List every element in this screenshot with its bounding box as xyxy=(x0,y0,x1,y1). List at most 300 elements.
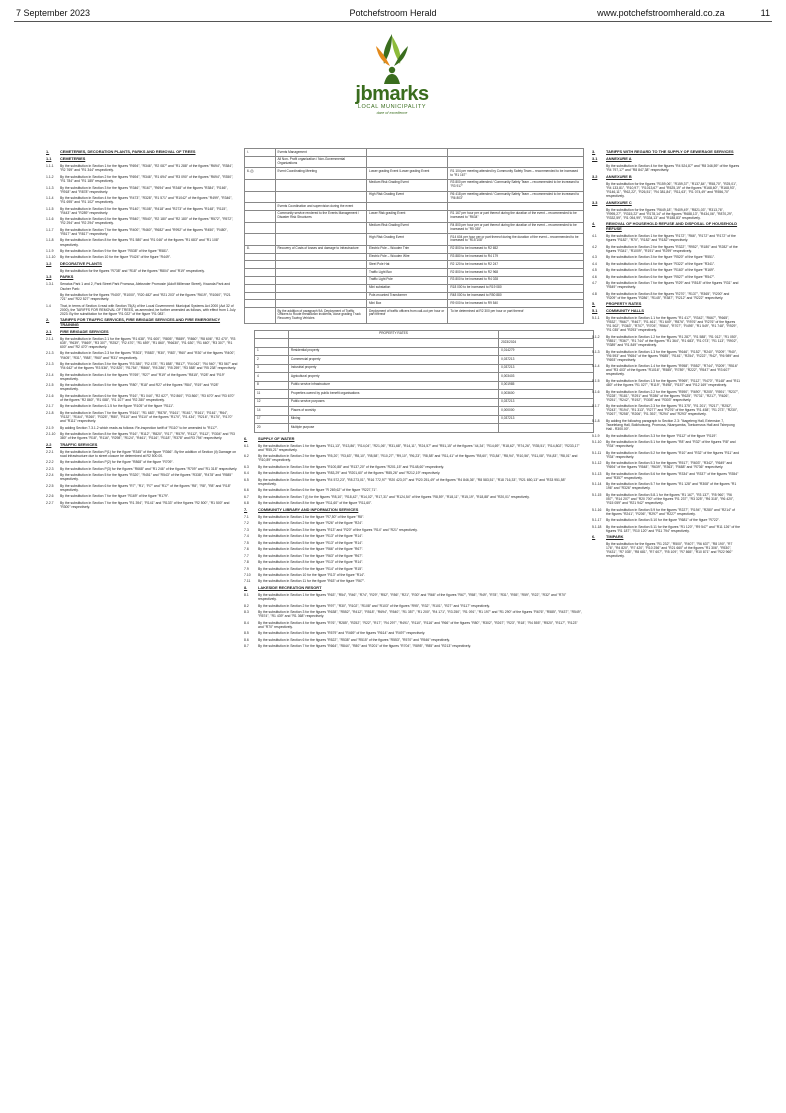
paragraph-text: CEMETERIES, DECORATION PLANTS, PARKS AND REMOVAL OF TREES xyxy=(60,149,196,155)
paragraph-number: 6.1 xyxy=(244,443,249,448)
section-heading xyxy=(244,508,584,513)
tariff-paragraph xyxy=(592,419,740,431)
paragraph-text: By the substitution in Section P(3) for the figures "R668" and "R1 246" of the figures "R709" and "R1 318" respectively. xyxy=(60,466,238,471)
tariff-paragraph xyxy=(244,638,584,642)
paragraph-number: 8.4 xyxy=(244,620,249,625)
section-heading xyxy=(592,222,740,231)
tariff-paragraph xyxy=(592,268,740,272)
tariff-paragraph xyxy=(46,411,238,423)
tariff-paragraph xyxy=(244,579,584,583)
tariff-paragraph xyxy=(46,337,238,349)
events-table-row xyxy=(245,234,584,246)
property-rates-row xyxy=(255,390,594,399)
table-cell: 14 xyxy=(255,407,289,416)
events-table-row xyxy=(245,300,584,308)
property-rates-row xyxy=(255,364,594,373)
tariff-paragraph xyxy=(46,460,238,464)
table-cell: Traffic Light Box xyxy=(367,269,448,277)
table-cell: R48 000 to be increased to R50 880 xyxy=(448,292,584,300)
paragraph-text: TARIFFS WITH REGARD TO THE SUPPLY OF SEWERAGE SERVICES xyxy=(606,149,734,155)
table-cell: 3 xyxy=(255,364,289,373)
tariff-paragraph xyxy=(592,518,740,522)
tariff-paragraph xyxy=(592,451,740,459)
paragraph-number: 2.1.9 xyxy=(46,425,54,430)
table-cell: Lower Risk grading Event xyxy=(367,210,448,222)
table-cell: 0,037213 xyxy=(499,398,594,407)
paragraph-text: By the substitution in Section 1.4 for the figures "R958", "R552", "R744", "R209", "R516" and "R3 403" of the figures "R1016", "R585", "R789", "R222", "R547" and "R3 607" respectively. xyxy=(606,364,738,377)
section-heading xyxy=(244,437,584,442)
paragraph-number: 7.2 xyxy=(244,521,249,526)
paragraph-number: 3. xyxy=(592,149,596,155)
paragraph-text: By the substitution in Section 1.3 for the figures "R646", "R152", "R240", "R209", "R40", "R6 593" and "R654" of the figures "R685", "R161", "R254", "R222", "R42", "R6 989" and "R693" respectively. xyxy=(606,349,739,362)
tariff-paragraph xyxy=(46,175,238,183)
events-table-row xyxy=(245,284,584,292)
paragraph-number: 5.1.5 xyxy=(592,378,600,383)
paragraph-text: By the substitution in Section 7 for the figure "R63" of the figure "R67". xyxy=(258,553,364,558)
logo-tagline: dare of excellence xyxy=(376,111,408,115)
paragraph-number: 8.6 xyxy=(244,637,249,642)
paragraph-number: 7.3 xyxy=(244,527,249,532)
issue-date: 7 September 2023 xyxy=(16,8,91,18)
tariff-paragraph xyxy=(46,293,238,301)
paragraph-number: 8.7 xyxy=(244,644,249,649)
paragraph-text: By the substitution in Section 3 for the figures "R100,88" and "R137,20" of the figures "R201,15" and "R148,60" respectively. xyxy=(258,464,444,469)
paragraph-text: By the substitution in Section 7 for the figure "R169" of the figure "R179". xyxy=(60,494,170,499)
tariff-paragraph xyxy=(46,473,238,481)
table-cell xyxy=(448,149,584,157)
paragraph-text: By the substitution in Section 2.3 for the figures "R303", "R583", "R30", "R83", "R60" and "R30" of the figures "R400", "R405", "R31", "R88", "R60" and "R31" respectively. xyxy=(60,351,236,360)
tariff-paragraph xyxy=(592,292,740,300)
paragraph-text: By the substitution in Section 5 for the figures "R140", "R108", "R418" and "R273" of the figures "R148", "R115", "R443" and "R289" respectively. xyxy=(60,206,228,215)
table-cell xyxy=(367,149,448,157)
paragraph-text: By the substitution in Section 4 for the figures "R4 524,87" and "R8 346,59" of the figures "R4 797,17" and "R8 847,38" respectively. xyxy=(606,164,740,173)
paragraph-text: By the substitution in Section 1 for the figure "R7,50" of the figure "R8". xyxy=(258,514,365,519)
paragraph-number: 2.1.1 xyxy=(46,336,54,341)
tariff-paragraph xyxy=(46,450,238,458)
table-cell xyxy=(275,191,367,203)
paragraph-text: By the substitution in Section 5.1 for the figures "R8" and "R32" of the figures "R8" and "R34" respectively. xyxy=(606,440,736,449)
paragraph-text: By the substitution in Section 5 for the figures "R80", "R18" and R27 of the figures "R84", "R19" and "R28" respectively. xyxy=(60,383,219,392)
paragraph-number: 4.8 xyxy=(592,291,597,296)
paragraph-number: 5.1.1 xyxy=(592,316,600,321)
paragraph-number: 5.1.13 xyxy=(592,471,602,476)
paragraph-text: PARKS xyxy=(60,274,74,280)
paragraph-text: By the substitution in Section 3.3 for the figure "R112" of the figure "R119". xyxy=(606,433,718,438)
paragraph-number: 7.11 xyxy=(244,579,251,584)
paragraph-number: 4.5 xyxy=(592,268,597,273)
table-cell: Medium Risk Grading Event xyxy=(367,179,448,191)
paragraph-text: By the substitution in Section 4 for the figures "R769", "R27" and "R19" of the figures "R815", "R28" and "R19" respectively. xyxy=(60,372,225,381)
tariff-paragraph xyxy=(244,644,584,648)
paragraph-text: By the substitution for the figures "R159,06", "R159,37", "R137,84", "R58,70", "R25,01", "R4 133,81", "R10,97", "R1013,67" and "R525,19" of the figures "R168,60", "R168,93", "R146,11", "R62,22", "R26,51", "R4 381,84", "R11,63", "R1 074,49" and "R556,70" respectively. xyxy=(606,181,738,199)
website-link[interactable]: www.potchefstroomherald.co.za xyxy=(597,8,725,18)
paragraph-number: 3.3 xyxy=(592,199,598,205)
paragraph-number: 6. xyxy=(592,534,596,540)
table-cell: Medium Risk Grading Event xyxy=(367,222,448,234)
table-cell xyxy=(245,261,276,269)
paragraph-number: 4.1 xyxy=(592,233,597,238)
tariff-paragraph xyxy=(244,488,584,492)
paragraph-text: That, in terms of Section 4 read with Section 75(A) of the Local Government: Municipal Systems Act 2000 (Act 32 of 2000), the TARIFFS FOR REMOVAL OF TREES, as amended, be further amended as follows, with effect from 1 July 2023: By the substitution for the figure "R1 022" of the figure "R1 083". xyxy=(60,303,236,316)
paragraph-number: 1.1.9 xyxy=(46,248,54,253)
tariff-paragraph xyxy=(46,238,238,246)
paragraph-number: 1.4 xyxy=(46,303,51,308)
table-cell: 0,003600 xyxy=(499,390,594,399)
paragraph-text: TARIFFS FOR TRAFFIC SERVICES, FIRE BRIGADE SERVICES AND FIRE EMERGENCY TRAINING xyxy=(60,317,221,327)
table-cell xyxy=(275,300,367,308)
tariff-paragraph xyxy=(46,501,238,509)
paragraph-text: COMMUNITY HALLS xyxy=(606,308,644,314)
table-cell xyxy=(245,276,276,284)
table-cell: Agricultural property xyxy=(288,373,498,382)
paragraph-number: 2.1.8 xyxy=(46,410,54,415)
section-heading xyxy=(46,262,238,267)
events-table-row xyxy=(245,253,584,261)
section-heading xyxy=(46,157,238,162)
right-column xyxy=(592,148,740,561)
events-table-row xyxy=(245,276,584,284)
paragraph-number: 2.2.4 xyxy=(46,473,54,478)
table-cell xyxy=(275,253,367,261)
tariff-paragraph xyxy=(244,528,584,532)
paragraph-text: LAKESIDE RECREATION RESORT xyxy=(258,584,322,590)
paragraph-number xyxy=(46,269,60,273)
paragraph-text: By the substitution in Section 5 for the figures "R4 572,23", "R8 273,01", "R16 772,97" "R20 423,07" and "R20 251,49" of the figures "R4 846,36", "R8 583,51", "R18 716,33", "R21 650,13" and "R33 951,58" respectively. xyxy=(258,477,566,486)
paragraph-text: By the substitution in Section 2 for the figures "R97", "R30", "R102", "R108" and "R103" of the figures "R95", "R32", "R101", "R27" and "R117" respectively. xyxy=(258,603,490,608)
section-heading xyxy=(244,586,584,591)
paragraph-text: By the substitution in Section 10 for the figure "R424" of the figure "R449". xyxy=(60,255,171,260)
middle-column xyxy=(244,148,584,651)
paragraph-text: By adding Section 7.3.1.2 which reads as follows: Re-inspection tariff of "R110" to be amended to "R117". xyxy=(60,425,219,430)
paragraph-text: By the substitution in Section 2.2 for the figures "R590", "R690", "R205", "R591", "R237", "R228", "R181", "R291" and "R286" of the figures "R625", "R731", "R217", "R626", "R251", "R242", "R192", "R308" and "R303" respectively. xyxy=(606,389,739,402)
paragraph-number: 5.1.12 xyxy=(592,461,602,466)
paragraph-text: By the substitution in Section 10 for the figure "R13" of the figure "R14". xyxy=(258,573,366,577)
tariff-paragraph xyxy=(592,335,740,347)
tariff-paragraph xyxy=(46,484,238,492)
table-cell: Public service purposes xyxy=(288,398,498,407)
paragraph-number: 7.7 xyxy=(244,553,249,558)
paragraph-number: 8.2 xyxy=(244,603,249,608)
publication-name: Potchefstroom Herald xyxy=(349,8,437,18)
tariff-paragraph xyxy=(592,164,740,172)
tariff-paragraph xyxy=(46,249,238,253)
tariff-paragraph xyxy=(592,525,740,533)
paragraph-text: By adding the following paragraph to Section 2.3: "Ikageleng Hall, Extension 7, Tswelelang Hall, Boikhutsong, Promosa, Nkanyamba, Toekomsrus Hall and Tshepong Hall - R300.00". xyxy=(606,418,735,432)
table-cell: R3 800 per meeting attended / Community Safety Team – recommended to be increased to "R3 917" xyxy=(448,179,584,191)
paragraph-text: CEMETERIES xyxy=(60,156,86,162)
paragraph-text: By the substitution in Section 2 for the figures "R5,20", "R3,63", "R8,10", "R8,58", "R10,27", "R9,10", "R6,23", "R8,58" and "R11,41" of the figures "R8,60", "R3,84", "R8,94", "R10,56", "R11,08", "R4,83", "R8,01" and "R10,89" respectively. xyxy=(258,454,578,463)
paragraph-number: 4.2 xyxy=(592,244,597,249)
table-cell: Multiple purpose xyxy=(288,424,498,433)
paragraph-text: By the substitution for the figures "R1 232", "R500", "R407", "R6 637", "R8 190", "R7 176", "R4 820", "R7 420", "R10 256" and "R21 660" of the figures "R1 306", "R530", "R431", "R7 035", "R8 681", "R7 607", "R5 109", "R7 865", "R10 871" and "R22 960" respectively. xyxy=(606,542,733,559)
paragraph-number: 6.8 xyxy=(244,501,249,506)
paragraph-number: 5.1.16 xyxy=(592,507,602,512)
tariff-paragraph xyxy=(46,362,238,370)
table-cell xyxy=(245,308,276,323)
table-cell xyxy=(275,179,367,191)
table-cell: 6. (i) xyxy=(245,168,276,180)
paragraph-text: By the substitution in Section 1 for the figures "R11,13", "R13,86", "R14,04", "R21,06", "R31,68", "R14,11", "R24,57" and "R51,15" of the figures "44,34", "R14,69", "R18,62", "R74,26", "R35,51", "R14,802", "R233,17" and "R55,21" respectively. xyxy=(258,443,580,452)
paragraph-text: By the substitution in Section 8 for the figures "R270", "R137", "R365", "R200" and "R209" of the figures "R286", "R145", "R387", "R212" and "R222" respectively. xyxy=(606,291,730,300)
table-cell: 12 xyxy=(255,398,289,407)
section-heading xyxy=(592,175,740,180)
table-cell xyxy=(245,234,276,246)
table-cell: R2 800 to be increased to R2 968 xyxy=(448,269,584,277)
paragraph-number: 6.4 xyxy=(244,471,249,476)
tariff-paragraph xyxy=(46,351,238,359)
paragraph-number: 5.1.3 xyxy=(592,349,600,354)
tariff-paragraph xyxy=(592,364,740,376)
section-heading xyxy=(46,275,238,280)
tariff-paragraph xyxy=(592,472,740,480)
paragraph-number xyxy=(592,164,606,172)
table-cell: R2 800 to be increased to R2 652 xyxy=(448,245,584,253)
paragraph-number xyxy=(592,208,606,220)
paragraph-text: By the substitution in Section 11 for the figure "R63" of the figure "R67". xyxy=(258,579,365,584)
paragraph-text: By the substitution in Section 8 for the figure "R13" of the figure "R14". xyxy=(258,560,364,565)
table-cell: Events Management xyxy=(275,149,367,157)
logo-figure-icon xyxy=(362,30,422,86)
paragraph-number: 7.9 xyxy=(244,566,249,571)
tariff-paragraph xyxy=(592,542,740,558)
table-cell xyxy=(245,203,276,211)
events-table-row xyxy=(245,245,584,253)
paragraph-text: By the substitution in Section 4 for the figure "R322" of the figure "R341". xyxy=(606,261,716,266)
paragraph-text: By the substitution in Section 5 for the figure "R160" of the figure "R169". xyxy=(606,268,716,273)
paragraph-text: By the substitution in Section 2.3 for the figures "R1 375", "R1 201", "R217", "R252", "R243", "R194", "R1 313", "R277" and "R276" of the figures "R1 458", "R1 273", "R230", "R267", "R258", "R206", "R1 392", "R294" and "R293" respectively. xyxy=(606,404,738,417)
tariff-paragraph xyxy=(46,467,238,471)
table-cell xyxy=(245,156,276,168)
table-cell: Deployment of traffic officers from call-out per hour or part thereof xyxy=(367,308,448,323)
table-cell: 8 xyxy=(255,381,289,390)
tariff-paragraph xyxy=(244,573,584,577)
paragraph-number: 2.2.1 xyxy=(46,449,54,454)
table-cell: Events Coordination and supervision during the event xyxy=(275,203,367,211)
tariff-paragraph xyxy=(244,465,584,469)
paragraph-number: 1.2 xyxy=(46,260,52,266)
tariff-paragraph xyxy=(46,404,238,408)
paragraph-text: By the substitution in Section 8 for the figure "R11,60" of the figure "R11,60". xyxy=(258,501,373,506)
paragraph-number: 4.7 xyxy=(592,281,597,286)
table-cell: 2 xyxy=(255,356,289,365)
paragraph-text: By the substitution in Section 1 for the figures "R63", "R54", "R46", "R74", "R29", "R52", "R56", "R21", "R30" and "R66" of the figures "R67", "R58", "R49", "R78", "R31", "R55", "R59", "R22", "R32" and "R70" respectively. xyxy=(258,592,567,602)
events-table-row xyxy=(245,269,584,277)
events-table-row xyxy=(245,191,584,203)
middle-column-text xyxy=(244,437,584,649)
tariff-paragraph xyxy=(46,383,238,391)
paragraph-text: By the substitution in Section 3 for the figures "R13" and "R20" of the figures "R14" and "R21" respectively. xyxy=(258,527,418,532)
tariff-paragraph xyxy=(244,444,584,452)
table-cell xyxy=(275,276,367,284)
table-cell: High Risk Grading Event xyxy=(367,191,448,203)
property-rates-row xyxy=(255,356,594,365)
paragraph-number: 2.1.5 xyxy=(46,383,54,388)
paragraph-number: 1.3.1 xyxy=(46,282,54,287)
tariff-paragraph xyxy=(244,610,584,618)
paragraph-text: By the substitution in Section 7 for the figures "R400", "R460", "R682" and "R992" of the figures "R450", "R480", "R517" and "R817" respectively. xyxy=(60,227,228,236)
table-cell xyxy=(245,292,276,300)
paragraph-text: PROPERTY RATES xyxy=(606,301,642,307)
section-heading xyxy=(46,318,238,327)
paragraph-text: By the substitution in Section P(1) for the figure "R345" of the figure "R366". By the addition of Section (ii) Damage on road infrastructure due to street closure be determined at R2 500.00. xyxy=(60,449,237,458)
paragraph-text: By the substitution in Section 5.8.1 for the figures "R1 167", "R3 137", "R5 960", "R6 057", "R14 207" and "R20 700" of the figures "R1 237", "R3 325", "R6 318", "R6 420", "R15 059" and "R21 942" respectively. xyxy=(606,492,735,506)
logo-subtitle: LOCAL MUNICIPALITY xyxy=(357,104,427,110)
paragraph-text: By the substitution in Section 6 for the figure "R527" of the figure "R547". xyxy=(606,274,716,279)
section-heading xyxy=(46,150,238,155)
paragraph-number: 3.1 xyxy=(592,156,598,162)
tariff-paragraph xyxy=(46,207,238,215)
paragraph-text: COMMUNITY LIBRARY AND INFORMATION SERVICES xyxy=(258,506,359,512)
table-cell: Properties owned by public benefit organisations xyxy=(288,390,498,399)
events-management-table xyxy=(244,148,584,324)
paragraph-number: 5.1.6 xyxy=(592,389,600,394)
table-cell: Places of worship xyxy=(288,407,498,416)
paragraph-number: 1. xyxy=(46,149,50,155)
tariff-paragraph xyxy=(46,164,238,172)
table-cell: 0,037213 xyxy=(499,415,594,424)
table-cell: Public service infrastructure xyxy=(288,381,498,390)
paragraph-text: ANNEXURE C xyxy=(606,199,632,205)
paragraph-number: 4.6 xyxy=(592,274,597,279)
paragraph-number: 5.1.11 xyxy=(592,450,602,455)
table-cell: Mini Box xyxy=(367,300,448,308)
paragraph-number: 2.1.6 xyxy=(46,393,54,398)
property-rates-year: 2023/2024 xyxy=(499,339,594,348)
tariff-paragraph xyxy=(592,182,740,198)
section-heading xyxy=(46,330,238,335)
table-cell: 8. xyxy=(245,245,276,253)
table-cell: 0,003403 xyxy=(499,373,594,382)
paragraph-text: By the substitution in Section 4 for the figure "R13" of the figure "R14". xyxy=(258,534,364,539)
tariff-paragraph xyxy=(244,521,584,525)
tariff-paragraph xyxy=(46,217,238,225)
paragraph-number: 5.1.10 xyxy=(592,440,602,444)
tariff-paragraph xyxy=(592,434,740,438)
table-cell xyxy=(245,284,276,292)
table-cell xyxy=(245,300,276,308)
table-cell: R3 880 to be increased to R4 179 xyxy=(448,253,584,261)
table-cell: 0,037213 xyxy=(499,364,594,373)
tariff-paragraph xyxy=(592,234,740,242)
tariff-paragraph xyxy=(244,534,584,538)
paragraph-text: DECORATIVE PLANTS xyxy=(60,260,102,266)
table-cell: R4 800 per hour per or part thereof during the duration of the event – recommended to be increased to "R5 035" xyxy=(448,222,584,234)
paragraph-text: Senatus Park 1 and 2, Park Street Park Promosa, Aleksnder Promosie (Adolf Millerose Street), Kwanda Park and Oscher Park: xyxy=(60,282,230,291)
paragraph-number: 2.2.2 xyxy=(46,460,54,465)
paragraph-number: 1.1.1 xyxy=(46,164,54,169)
tariff-paragraph xyxy=(46,426,238,430)
tariff-paragraph xyxy=(592,316,740,332)
paragraph-number: 1.1.10 xyxy=(46,255,56,260)
tariff-paragraph xyxy=(46,255,238,259)
table-cell xyxy=(367,203,448,211)
paragraph-text: By the substitution in Section 1 for the figures "R694", "R346", "R2 087" and "R1 288" of the figures "R694", "R384", "R2 769" and "R1 344" respectively. xyxy=(60,164,234,173)
paragraph-text: By the substitution in Section 1.5 for the figures "R969", "R112", "R470", "R148" and "R11 480" of the figures "R1 027", "R119", "R498", "R157" and "R12 169" respectively. xyxy=(606,378,740,388)
tariff-paragraph xyxy=(592,275,740,279)
paragraph-number: 5.1.4 xyxy=(592,364,600,369)
paragraph-number: 7.10 xyxy=(244,573,251,577)
paragraph-text: TIMPARK xyxy=(606,534,624,540)
paragraph-text: By the substitution in Section 2 for the figures "R694", "R346", "R1 694" and "R3 090" of the figures "R694", "R350", "R1 784" and "R1 185" respectively. xyxy=(60,174,234,184)
table-cell: R1 104 per meeting attended by Community Safety Team – recommended to be increased to "R1 167" xyxy=(448,168,584,180)
paragraph-number: 7.8 xyxy=(244,560,249,565)
section-heading xyxy=(592,535,740,540)
paragraph-number: 7.6 xyxy=(244,547,249,552)
table-cell: Event Coordinating Meeting xyxy=(275,168,367,180)
table-cell: To be determined at R2 300 per hour or part thereof xyxy=(448,308,584,323)
section-heading xyxy=(46,443,238,448)
table-cell: 0,014279 xyxy=(499,347,594,356)
tariff-paragraph xyxy=(46,196,238,204)
tariff-paragraph xyxy=(244,604,584,608)
paragraph-number: 6.5 xyxy=(244,477,249,482)
property-rates-row xyxy=(255,407,594,416)
tariff-paragraph xyxy=(592,493,740,505)
paragraph-number: 7.4 xyxy=(244,534,249,539)
events-table-row xyxy=(245,149,584,157)
paragraph-text: By the substitution in Section 3 for the figure "R520" of the figure "R551". xyxy=(606,255,716,260)
paragraph-text: By the substitution in Section 6 for the figure "R 269,62" of the figure "R227,71". xyxy=(258,488,378,493)
paragraph-number: 2.2.7 xyxy=(46,500,54,505)
paragraph-text: By the substitution in Section 8 for the figures "R1 580" and "R1 046" of the figures "R1 683" and "R1 108" respectively. xyxy=(60,238,219,247)
tariff-paragraph xyxy=(46,269,238,273)
paragraph-number: 1.1.5 xyxy=(46,206,54,211)
paragraph-text: By the substitution in Section 7 for the figures "R29" and "R518" of the figures "R31" and "R549" respectively. xyxy=(606,281,739,290)
paragraph-text: REMOVAL OF HOUSEHOLD REFUSE AND DISPOSAL OF HOUSEHOLD REFUSE xyxy=(606,221,738,231)
property-rates-row xyxy=(255,415,594,424)
paragraph-text: By the substitution in Section 6 for the figure "R66" of the figure "R67". xyxy=(258,547,364,552)
tariff-paragraph xyxy=(46,432,238,440)
paragraph-text: By the substitution for the figures "R738" and "R18" of the figures "R804" and "R19" respectively. xyxy=(60,268,205,273)
paragraph-text: ANNEXURE A xyxy=(606,156,632,162)
paragraph-text: By the substitution in Section 5.9 for the figures "R227", "R194", "R280" and "R214" of the figures "R241", "R206", "R297" and "R227" respectively. xyxy=(606,507,735,516)
paragraph-number: 2.1.3 xyxy=(46,351,54,356)
tariff-paragraph xyxy=(592,262,740,266)
paragraph-number: 2.1.4 xyxy=(46,372,54,377)
tariff-paragraph xyxy=(592,245,740,253)
paragraph-number: 1.1.8 xyxy=(46,238,54,243)
table-cell: R1 167 per hour per or part thereof during the duration of the event – recommended to be increased to "R634" xyxy=(448,210,584,222)
table-cell: 0,000000 xyxy=(499,407,594,416)
paragraph-text: By the substitution in Section 6 for the figures "R522", "R538" and "R515" of the figures "R553", "R570" and "R546" respectively. xyxy=(258,637,450,642)
paragraph-number: 1.1.4 xyxy=(46,196,54,201)
paragraph-number: 6. xyxy=(244,435,248,441)
events-table-row xyxy=(245,222,584,234)
tariff-paragraph xyxy=(592,482,740,490)
paragraph-text: By the substitution in Section 1.1 for the figures "R1 417", "R342", "R667", "R665", "R532", "R667", "R467", "R1 461", "R1 649", "R876", "R976" and "R276" of the figures "R1 502", "R363", "R707", "R705", "R564", "R707", "R495", "R1 549", "R1 748", "R929", "R1 035" and "R293" respectively. xyxy=(606,316,738,333)
paragraph-text: By the substitution in Section 4 for the figures "R76", "R285", "R252", "R22", "R17", "R4 297", "R491", "R110", "R116" and "R66" of the figures "R80", "R302", "R267", "R23", "R18", "R4 555", "R520", "R117", "R123" and "R70" respectively. xyxy=(258,620,578,629)
left-column xyxy=(46,148,238,511)
paragraph-text: By the substitution in Section 5.10 for the figure "R681" of the figure "R722". xyxy=(606,518,720,523)
paragraph-text: By the substitution in Section 2.1 for the figures "R1 638", "R1 600", "R805", "R889", "R860", "R8 606", "R2 470", "R3 635", "R639", "R669", "R3 307", "R252", "R2 470", "R1 659", "R1 860", "R6630", "R1 630", "R1 660", "R3 307", "R1 600" and "R2 470" respectively. xyxy=(60,336,236,349)
paragraph-number xyxy=(592,542,606,558)
paragraph-number: 5.1.7 xyxy=(592,404,600,409)
section-heading xyxy=(592,302,740,307)
events-table-row xyxy=(245,203,584,211)
paragraph-number xyxy=(46,293,60,301)
tariff-paragraph xyxy=(592,255,740,259)
paragraph-text: By the substitution for the figures "R649,18", "R409,49", "R821,03", "R313,76", "R995,27", "R315,22" and "R178,14" of the figures "R688,13", "R434,06", "R870,29", "R332,59", "R1 054,99", "R334,13" and "R188,83" respectively. xyxy=(606,207,733,220)
paragraph-number: 1.1.2 xyxy=(46,174,54,179)
table-cell: Electric Pole – Wooden Wire xyxy=(367,253,448,261)
table-cell: Industrial property xyxy=(288,364,498,373)
paragraph-number: 5.1.2 xyxy=(592,334,600,339)
paragraph-number: 8.3 xyxy=(244,610,249,615)
paragraph-text: By the substitution in Section 6 for the figures "R7", "R1", "R7" and "R17" of the figures "R8", "R8", "R8" and "R18" respectively. xyxy=(60,483,231,492)
events-table-row xyxy=(245,210,584,222)
table-cell: Residential property xyxy=(288,347,498,356)
table-cell xyxy=(245,269,276,277)
